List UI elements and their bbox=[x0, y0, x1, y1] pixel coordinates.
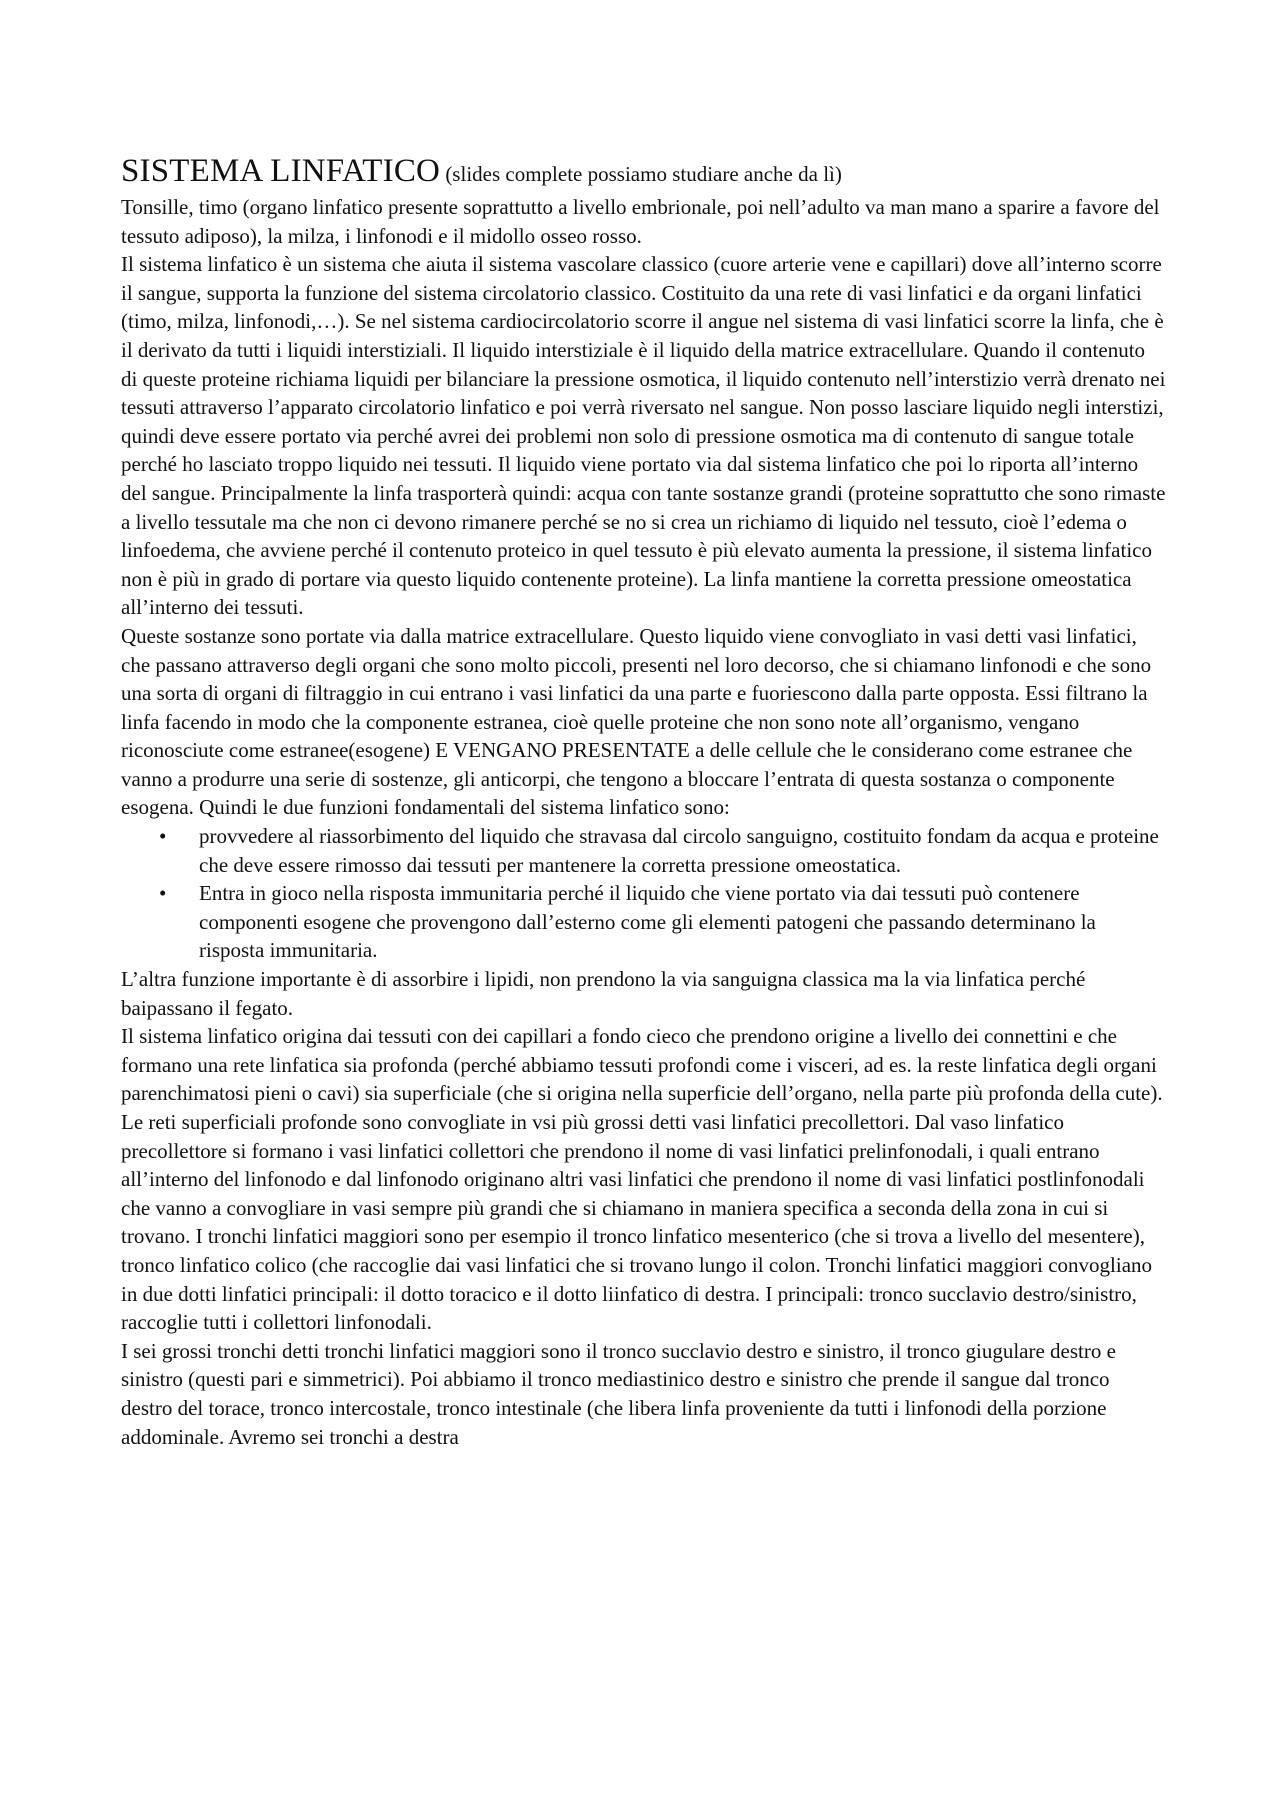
document-page bbox=[121, 152, 1166, 1451]
paragraph-sostanze: Queste sostanze sono portate via dalla matrice extracellulare. Questo liquido viene convogliato in vasi detti vasi linfatici, che passano attraverso degli organi che sono molto piccoli, presenti nel loro decorso, che si chiamano linfonodi e che sono una sorta di organi di filtraggio in cui entrano i vasi linfatici da una parte e fuoriescono dalla parte opposta. Essi filtrano la linfa facendo in modo che la componente estranea, cioè quelle proteine che non sono note all’organismo, vengano riconosciute come estranee(esogene) E VENGANO PRESENTATE a delle cellule che le considerano come estranee che vanno a produrre una serie di sostenze, gli anticorpi, che tengono a bloccare l’entrata di questa sostanza o componente esogena. Quindi le due funzioni fondamentali del sistema linfatico sono: bbox=[121, 623, 1152, 820]
paragraph-sistema: Il sistema linfatico è un sistema che aiuta il sistema vascolare classico (cuore arterie vene e capillari) dove all’interno scorre il sangue, supporta la funzione del sistema circolatorio classico. Costituito da una rete di vasi linfatici e da organi linfatici (timo, milza, linfonodi,…). Se nel sistema cardiocircolatorio scorre il angue nel sistema di vasi linfatici scorre la linfa, che è il derivato da tutti i liquidi interstiziali. Il liquido interstiziale è il liquido della matrice extracellulare. Quando il contenuto di queste proteine richiama liquidi per bilanciare la pressione osmotica, il liquido contenuto nell’interstizio verrà drenato nei tessuti attraverso l’apparato circolatorio linfatico e poi verrà riversato nel sangue. Non posso lasciare liquido negli interstizi, quindi deve essere portato via perché avrei dei problemi non solo di pressione osmotica ma di contenuto di sangue totale perché ho lasciato troppo liquido nei tessuti. Il liquido viene portato via dal sistema linfatico che poi lo riporta all’interno del sangue. Principalmente la linfa trasporterà quindi: acqua con tante sostanze grandi (proteine soprattutto che sono rimaste a livello tessutale ma che non ci devono rimanere perché se no si crea un richiamo di liquido nel tessuto, cioè l’edema o linfoedema, che avviene perché il contenuto proteico in quel tessuto è più elevato aumenta la pressione, il sistema linfatico non è più in grado di portare via questo liquido contenente proteine). La linfa mantiene la corretta pressione omeostatica all’interno dei tessuti. bbox=[121, 252, 1166, 620]
bullet-icon: • bbox=[159, 881, 167, 906]
functions-list bbox=[121, 822, 1166, 965]
document-subtitle: (slides complete possiamo studiare anche da lì) bbox=[445, 162, 842, 186]
paragraph-intro: Tonsille, timo (organo linfatico presente soprattutto a livello embrionale, poi nell’adulto va man mano a sparire a favore del tessuto adiposo), la milza, i linfonodi e il midollo osseo rosso. bbox=[121, 195, 1160, 248]
list-item bbox=[159, 879, 1166, 965]
paragraph-origine: Il sistema linfatico origina dai tessuti con dei capillari a fondo cieco che prendono origine a livello dei connettini e che formano una rete linfatica sia profonda (perché abbiamo tessuti profondi come i visceri, ad es. la reste linfatica degli organi parenchimatosi pieni o cavi) sia superficiale (che si origina nella superficie dell’organo, nella parte più profonda della cute). Le reti superficiali profonde sono convogliate in vsi più grossi detti vasi linfatici precollettori. Dal vaso linfatico precollettore si formano i vasi linfatici collettori che prendono il nome di vasi linfatici prelinfonodali, i quali entrano all’interno del linfonodo e dal linfonodo originano altri vasi linfatici che prendono il nome di vasi linfatici postlinfonodali che vanno a convogliare in vasi sempre più grandi che si chiamano in maniera specifica a seconda della zona in cui si trovano. I tronchi linfatici maggiori sono per esempio il tronco linfatico mesenterico (che si trova a livello del mesentere), tronco linfatico colico (che raccoglie dai vasi linfatici che si trovano lungo il colon. Tronchi linfatici maggiori convogliano in due dotti linfatici principali: il dotto toracico e il dotto liinfatico di destra. I principali: tronco succlavio destro/sinistro, raccoglie tutti i collettori linfonodali. bbox=[121, 1024, 1163, 1335]
document-title: SISTEMA LINFATICO bbox=[121, 153, 441, 189]
list-item bbox=[159, 822, 1166, 879]
paragraph-tronchi: I sei grossi tronchi detti tronchi linfatici maggiori sono il tronco succlavio destro e sinistro, il tronco giugulare destro e sinistro (questi pari e simmetrici). Poi abbiamo il tronco mediastinico destro e sinistro che prende il sangue dal tronco destro del torace, tronco intercostale, tronco intestinale (che libera linfa proveniente da tutti i linfonodi della porzione addominale. Avremo sei tronchi a destra bbox=[121, 1338, 1116, 1449]
paragraph-lipidi: L’altra funzione importante è di assorbire i lipidi, non prendono la via sanguigna classica ma la via linfatica perché baipassano il fegato. bbox=[121, 967, 1086, 1020]
list-item-text: provvedere al riassorbimento del liquido che stravasa dal circolo sanguigno, costituito fondam da acqua e proteine che deve essere rimosso dai tessuti per mantenere la corretta pressione omeostatica. bbox=[199, 824, 1159, 877]
bullet-icon: • bbox=[159, 824, 167, 849]
title-line bbox=[121, 152, 1166, 193]
list-item-text: Entra in gioco nella risposta immunitaria perché il liquido che viene portato via dai tessuti può contenere componenti esogene che provengono dall’esterno come gli elementi patogeni che passando determinano la risposta immunitaria. bbox=[199, 881, 1096, 963]
